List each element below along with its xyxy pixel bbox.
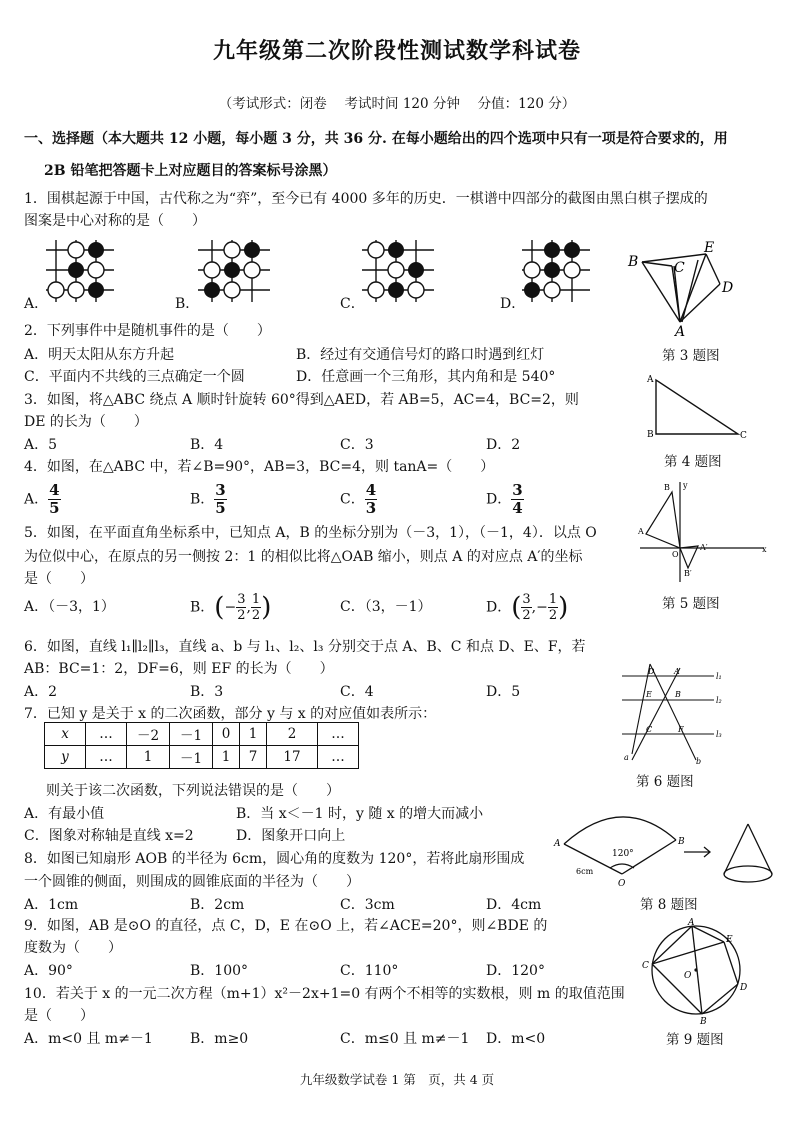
q3-line2: DE 的长为（ ） [24, 414, 148, 430]
fig3-label-e: E [704, 240, 715, 256]
fig3-label-a: A [675, 324, 686, 340]
figure-8-caption: 第 8 题图 [640, 897, 698, 913]
figure-4 [646, 372, 756, 444]
table-cell: 1 [213, 746, 240, 769]
go-board-a [44, 236, 124, 306]
fig8-label-angle: 120° [612, 849, 634, 859]
q7-value-table [44, 722, 359, 769]
figure-5-caption: 第 5 题图 [662, 596, 720, 612]
q7-option-c: C．图象对称轴是直线 x=2 [24, 828, 194, 844]
q9-option-b: B．100° [190, 963, 249, 979]
q5-option-a: A．（－3，1） [24, 599, 115, 615]
table-cell: 0 [213, 723, 240, 746]
table-cell: －1 [170, 746, 213, 769]
fig5-label-a: A [638, 527, 644, 536]
q4-stem: 4．如图，在△ABC 中，若∠B=90°，AB=3，BC=4，则 tanA=（ ） [24, 459, 495, 475]
fig6-label-c: C [646, 725, 653, 734]
table-cell: 1 [240, 723, 267, 746]
q2-option-a: A．明天太阳从东方升起 [24, 347, 175, 363]
q4-option-a: A． $\frac{4}{5}$ [24, 481, 60, 517]
fig3-label-d: D [722, 280, 734, 296]
q3-option-c: C．3 [340, 437, 374, 453]
q5-line3: 是（ ） [24, 571, 94, 587]
fig8-label-o: O [618, 879, 626, 889]
table-cell: x [45, 723, 86, 746]
go-board-b [196, 236, 276, 306]
q7-option-b: B．当 x＜－1 时，y 随 x 的增大而减小 [236, 806, 484, 822]
q1-line1: 1．围棋起源于中国，古代称之为“弈”，至今已有 4000 多年的历史．一棋谱中四部分的截图由黑白棋子摆成的 [24, 191, 708, 207]
fig6-label-b: B [675, 690, 681, 699]
fig8-label-b: B [678, 837, 685, 847]
q4-option-b: B． $\frac{3}{5}$ [190, 481, 226, 517]
fig6-label-f: F [678, 725, 684, 734]
figure-6 [618, 660, 728, 766]
q8-line1: 8．如图已知扇形 AOB 的半径为 6cm，圆心角的度数为 120°，若将此扇形围成 [24, 851, 525, 867]
fig3-label-b: B [628, 254, 639, 270]
table-row-y [45, 746, 359, 769]
q4-option-c: C． $\frac{4}{3}$ [340, 481, 377, 517]
q9-line1: 9．如图，AB 是⊙O 的直径，点 C，D，E 在⊙O 上，若∠ACE=20°，则∠BDE 的 [24, 918, 548, 934]
figure-9 [640, 918, 760, 1026]
table-cell: －2 [127, 723, 170, 746]
fig6-label-l2: l₂ [716, 696, 722, 705]
q3-option-a: A．5 [24, 437, 58, 453]
fig6-label-l1: l₁ [716, 672, 722, 681]
q5-option-c: C．（3，－1） [340, 599, 432, 615]
table-cell: … [86, 746, 127, 769]
q2-option-d: D．任意画一个三角形，其内角和是 540° [296, 369, 556, 385]
fig6-label-l3: l₃ [716, 730, 722, 739]
table-cell: －1 [170, 723, 213, 746]
q10-option-a: A．m<0 且 m≠－1 [24, 1031, 153, 1047]
q6-option-d: D．5 [486, 684, 521, 700]
q9-line2: 度数为（ ） [24, 940, 122, 956]
table-cell: y [45, 746, 86, 769]
fig5-label-a2: A′ [700, 543, 708, 552]
fig6-label-d: D [648, 667, 655, 676]
section1-heading: 一、选择题（本大题共 12 小题，每小题 3 分，共 36 分. 在每小题给出的四个选项中只有一项是符合要求的，用 [24, 131, 728, 147]
fig5-label-x: x [762, 545, 767, 554]
q1-option-b: B． [175, 296, 200, 312]
q8-option-b: B．2cm [190, 897, 245, 913]
q10-option-d: D．m<0 [486, 1031, 546, 1047]
q2-option-b: B．经过有交通信号灯的路口时遇到红灯 [296, 347, 545, 363]
q3-option-d: D．2 [486, 437, 521, 453]
q9-option-c: C．110° [340, 963, 399, 979]
q6-line1: 6．如图，直线 l₁∥l₂∥l₃，直线 a、b 与 l₁、l₂、l₃ 分别交于点 A、B、C 和点 D、E、F，若 [24, 639, 586, 655]
q6-option-b: B．3 [190, 684, 224, 700]
fig5-label-b2: B′ [684, 569, 692, 578]
fig4-label-b: B [647, 430, 654, 440]
q7-stem: 7．已知 y 是关于 x 的二次函数，部分 y 与 x 的对应值如表所示： [24, 706, 437, 722]
fig5-label-o: O [672, 550, 679, 559]
page-footer: 九年级数学试卷 1 第 页，共 4 页 [299, 1072, 495, 1087]
figure-6-caption: 第 6 题图 [636, 774, 694, 790]
figure-3 [622, 240, 752, 340]
q1-line2: 图案是中心对称的是（ ） [24, 213, 206, 229]
q5-option-b: B．(− $\frac{3}{2}$ , $\frac{1}{2}$ ) [190, 592, 272, 623]
q6-line2: AB：BC=1：2，DF=6，则 EF 的长为（ ） [24, 661, 334, 677]
figure-9-caption: 第 9 题图 [666, 1032, 724, 1048]
fig9-label-e: E [726, 935, 733, 945]
q8-line2: 一个圆锥的侧面，则围成的圆锥底面的半径为（ ） [24, 874, 360, 890]
table-cell: … [318, 746, 359, 769]
q7-option-a: A．有最小值 [24, 806, 105, 822]
table-cell: 7 [240, 746, 267, 769]
table-row-x [45, 723, 359, 746]
q8-option-a: A．1cm [24, 897, 79, 913]
section1-heading-cont: 2B 铅笔把答题卡上对应题目的答案标号涂黑） [44, 163, 337, 179]
q4-option-d: D． $\frac{3}{4}$ [486, 481, 523, 517]
fig8-label-radius: 6cm [576, 867, 594, 876]
q1-option-c: C． [340, 296, 365, 312]
fig4-label-a: A [647, 375, 654, 385]
figure-4-caption: 第 4 题图 [664, 454, 722, 470]
table-cell: … [318, 723, 359, 746]
fig5-label-b: B [664, 483, 670, 492]
q5-line1: 5．如图，在平面直角坐标系中，已知点 A，B 的坐标分别为（－3，1），（－1，4）．以点 O [24, 525, 597, 541]
q2-stem: 2．下列事件中是随机事件的是（ ） [24, 323, 271, 339]
fig6-label-e: E [646, 690, 652, 699]
q5-option-d: D．( $\frac{3}{2}$ ,− $\frac{1}{2}$ ) [486, 592, 569, 623]
figure-5 [636, 478, 772, 586]
q7-after: 则关于该二次函数，下列说法错误的是（ ） [46, 783, 340, 799]
figure-3-caption: 第 3 题图 [662, 348, 720, 364]
q10-option-b: B．m≥0 [190, 1031, 249, 1047]
q1-option-a: A． [24, 296, 49, 312]
table-cell: … [86, 723, 127, 746]
q1-option-d: D． [500, 296, 526, 312]
fig8-label-a: A [554, 839, 561, 849]
q6-option-c: C．4 [340, 684, 374, 700]
fig9-label-b: B [700, 1017, 707, 1027]
fig9-label-d: D [740, 983, 748, 993]
fig6-label-a-line: a [624, 753, 629, 762]
q8-option-c: C．3cm [340, 897, 395, 913]
figure-8 [552, 804, 784, 890]
q9-option-d: D．120° [486, 963, 545, 979]
exam-info: （考试形式：闭卷 考试时间 120 分钟 分值：120 分） [218, 96, 576, 112]
q10-line1: 10．若关于 x 的一元二次方程（m+1）x²－2x+1=0 有两个不相等的实数根，则 m 的取值范围 [24, 986, 625, 1002]
q9-option-a: A．90° [24, 963, 73, 979]
q3-option-b: B．4 [190, 437, 224, 453]
q6-option-a: A．2 [24, 684, 58, 700]
go-board-c [360, 236, 440, 306]
q2-option-c: C．平面内不共线的三点确定一个圆 [24, 369, 245, 385]
q10-line2: 是（ ） [24, 1008, 94, 1024]
fig9-label-a: A [688, 918, 695, 928]
fig3-label-c: C [674, 260, 685, 276]
go-board-d [520, 236, 600, 306]
fig9-label-o: O [684, 971, 692, 981]
table-cell: 1 [127, 746, 170, 769]
table-cell: 2 [267, 723, 318, 746]
fig9-label-c: C [642, 961, 649, 971]
q3-line1: 3．如图，将△ABC 绕点 A 顺时针旋转 60°得到△AED，若 AB=5，AC=4，BC=2，则 [24, 392, 579, 408]
fig6-label-a: A [674, 667, 680, 676]
q7-option-d: D．图象开口向上 [236, 828, 346, 844]
table-cell: 17 [267, 746, 318, 769]
page-title: 九年级第二次阶段性测试数学科试卷 [212, 38, 581, 64]
fig6-label-b-line: b [696, 757, 702, 766]
fig5-label-y: y [683, 481, 688, 490]
q5-line2: 为位似中心，在原点的另一侧按 2：1 的相似比将△OAB 缩小，则点 A 的对应点 A′的坐标 [24, 549, 583, 565]
fig4-label-c: C [740, 431, 747, 441]
q10-option-c: C．m≤0 且 m≠－1 [340, 1031, 470, 1047]
q8-option-d: D．4cm [486, 897, 542, 913]
